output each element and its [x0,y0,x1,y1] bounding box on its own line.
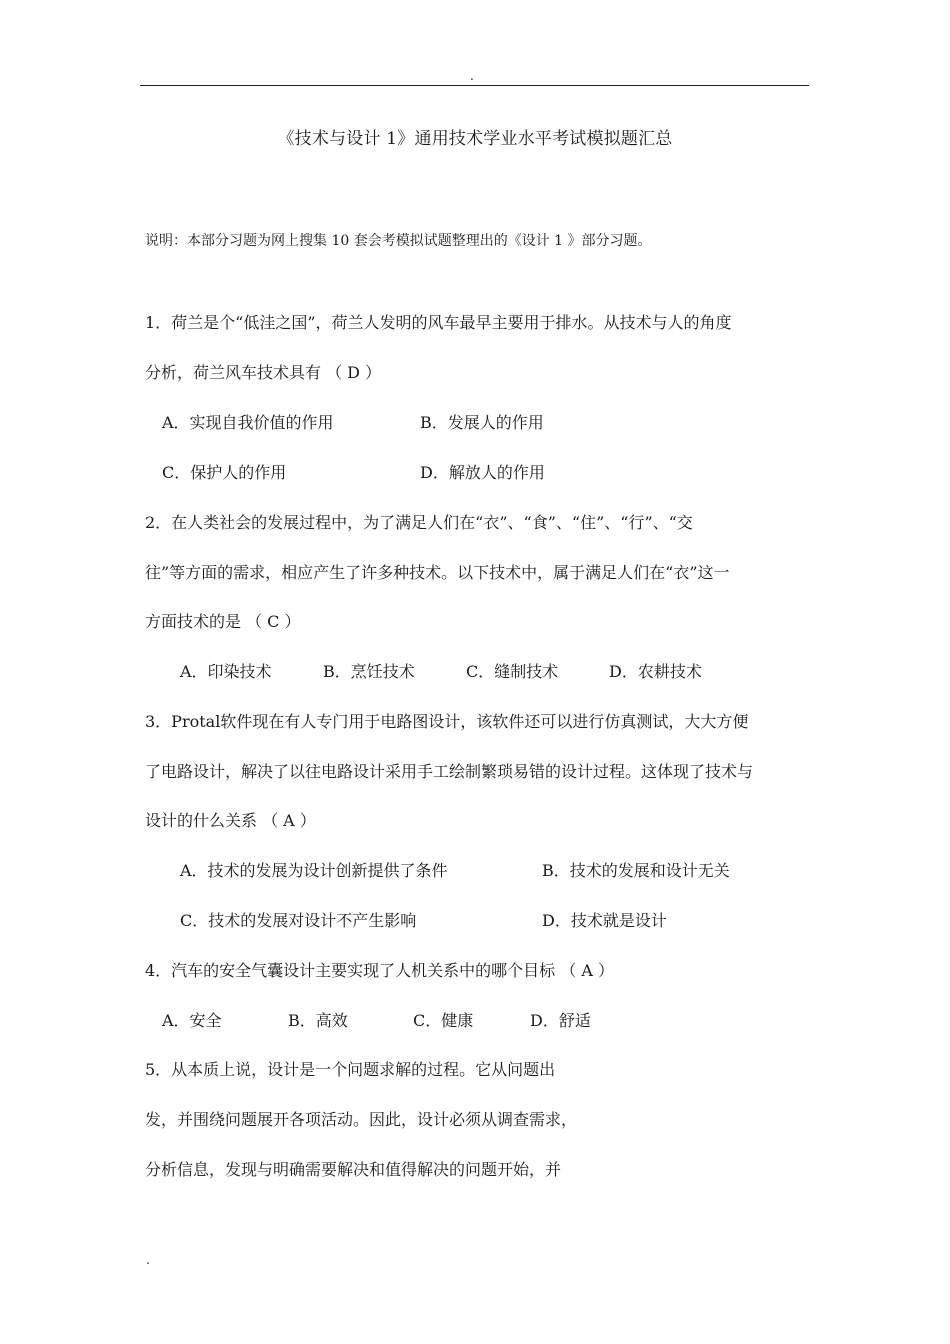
question-3-option-b: B．技术的发展和设计无关 [542,861,730,880]
question-3-option-c: C．技术的发展对设计不产生影响 [180,911,417,930]
question-5-line-2: 发，并围绕问题展开各项活动。因此，设计必须从调查需求， [145,1110,578,1129]
question-4-option-a: A．安全 [162,1011,222,1030]
question-5-line-3: 分析信息，发现与明确需要解决和值得解决的问题开始，并 [145,1160,562,1179]
question-1-option-a: A．实现自我价值的作用 [162,413,334,432]
question-3-option-a: A．技术的发展为设计创新提供了条件 [180,861,448,880]
question-1-line-2: 分析，荷兰风车技术具有 （ D ） [145,363,382,382]
question-2-line-2: 往”等方面的需求，相应产生了许多种技术。以下技术中，属于满足人们在“衣”这一 [145,563,730,582]
question-2-line-3: 方面技术的是 （ C ） [145,612,301,631]
question-1-option-c: C．保护人的作用 [162,463,287,482]
question-4-option-d: D．舒适 [530,1011,591,1030]
question-1-option-d: D．解放人的作用 [420,463,545,482]
question-4-line-1: 4．汽车的安全气囊设计主要实现了人机关系中的哪个目标 （ A ） [145,961,614,980]
question-1-option-b: B．发展人的作用 [420,413,544,432]
header-mark: . [470,69,474,83]
question-5-line-1: 5．从本质上说，设计是一个问题求解的过程。它从问题出 [145,1060,556,1079]
question-2-option-d: D．农耕技术 [609,662,702,681]
question-3-line-1: 3．Protal软件现在有人专门用于电路图设计，该软件还可以进行仿真测试，大大方便 [145,712,749,731]
question-2-option-a: A．印染技术 [180,662,272,681]
question-4-option-b: B．高效 [288,1011,348,1030]
question-3-line-3: 设计的什么关系 （ A ） [145,811,316,830]
document-note: 说明：本部分习题为网上搜集 10 套会考模拟试题整理出的《设计 1 》部分习题。 [145,233,652,249]
question-1-line-1: 1．荷兰是个“低洼之国”，荷兰人发明的风车最早主要用于排水。从技术与人的角度 [145,313,732,332]
question-3-option-d: D．技术就是设计 [542,911,667,930]
question-2-line-1: 2．在人类社会的发展过程中，为了满足人们在“衣”、“食”、“住”、“行”、“交 [145,513,693,532]
header-rule [140,85,809,86]
document-title: 《技术与设计 1》通用技术学业水平考试模拟题汇总 [277,129,673,149]
question-3-line-2: 了电路设计，解决了以往电路设计采用手工绘制繁琐易错的设计过程。这体现了技术与 [145,762,754,781]
question-2-option-c: C．缝制技术 [466,662,559,681]
question-2-option-b: B．烹饪技术 [323,662,415,681]
footer-mark: . [146,1253,150,1267]
question-4-option-c: C．健康 [413,1011,474,1030]
